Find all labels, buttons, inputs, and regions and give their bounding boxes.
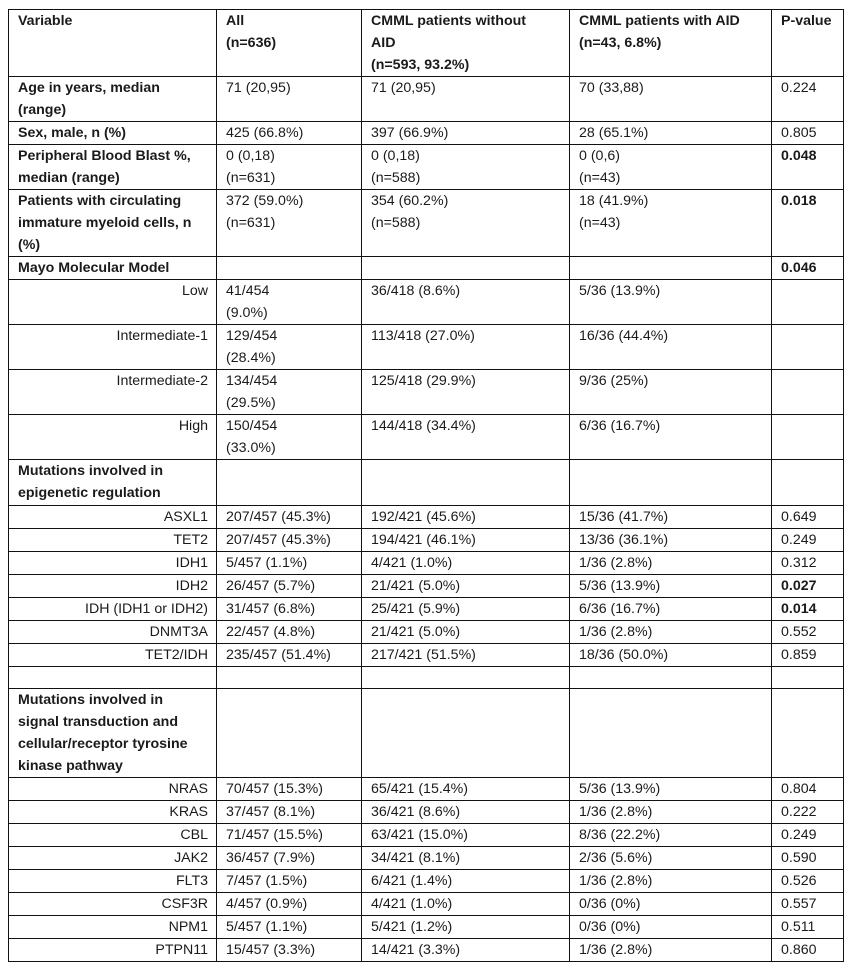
cell-all: 71/457 (15.5%) bbox=[217, 824, 362, 847]
label-line: epigenetic regulation bbox=[18, 485, 161, 501]
cell-with: 28 (65.1%) bbox=[570, 122, 772, 145]
cell-all: 5/457 (1.1%) bbox=[217, 552, 362, 575]
cell-pvalue: 0.224 bbox=[772, 77, 844, 122]
label-line: Mutations involved in bbox=[18, 463, 164, 479]
blank-cell bbox=[9, 667, 217, 689]
row-label: CSF3R bbox=[9, 893, 217, 916]
header-without-line: CMML patients without bbox=[371, 13, 526, 29]
cell-pvalue: 0.312 bbox=[772, 552, 844, 575]
cell-all bbox=[217, 145, 362, 190]
cell-pvalue: 0.859 bbox=[772, 644, 844, 667]
row-label: IDH (IDH1 or IDH2) bbox=[9, 598, 217, 621]
header-with-aid bbox=[570, 10, 772, 77]
blank-cell bbox=[772, 667, 844, 689]
cell-pvalue bbox=[772, 280, 844, 325]
cell-all: 235/457 (51.4%) bbox=[217, 644, 362, 667]
table-row-asxl1 bbox=[9, 506, 844, 529]
cell-pvalue: 0.552 bbox=[772, 621, 844, 644]
cell-all: 15/457 (3.3%) bbox=[217, 939, 362, 962]
label-line: immature myeloid cells, n bbox=[18, 215, 192, 231]
cell-pvalue bbox=[772, 370, 844, 415]
cell-all bbox=[217, 325, 362, 370]
table-row-idh2 bbox=[9, 575, 844, 598]
header-all-line: All bbox=[226, 13, 245, 29]
cell-with: 1/36 (2.8%) bbox=[570, 552, 772, 575]
cell-pvalue: 0.511 bbox=[772, 916, 844, 939]
cell-all: 71 (20,95) bbox=[217, 77, 362, 122]
cell-with: 0/36 (0%) bbox=[570, 893, 772, 916]
table-row-cbl bbox=[9, 824, 844, 847]
cell-without: 113/418 (27.0%) bbox=[362, 325, 570, 370]
cell-all bbox=[217, 415, 362, 460]
cell-pvalue: 0.649 bbox=[772, 506, 844, 529]
label-line: Peripheral Blood Blast %, bbox=[18, 148, 191, 164]
cell-all bbox=[217, 190, 362, 257]
table-row-idh1 bbox=[9, 552, 844, 575]
section-title bbox=[9, 460, 217, 506]
row-label: NRAS bbox=[9, 778, 217, 801]
section-title bbox=[9, 689, 217, 778]
cell-without: 4/421 (1.0%) bbox=[362, 552, 570, 575]
cell-line: (n=631) bbox=[226, 170, 276, 186]
cell-without: 34/421 (8.1%) bbox=[362, 847, 570, 870]
cell-without: 21/421 (5.0%) bbox=[362, 621, 570, 644]
row-label: DNMT3A bbox=[9, 621, 217, 644]
cell-pvalue bbox=[772, 460, 844, 506]
row-label: FLT3 bbox=[9, 870, 217, 893]
label-line: Age in years, median bbox=[18, 80, 160, 96]
cell-all: 425 (66.8%) bbox=[217, 122, 362, 145]
table-row-blank bbox=[9, 667, 844, 689]
label-line: kinase pathway bbox=[18, 758, 123, 774]
cell-with: 5/36 (13.9%) bbox=[570, 575, 772, 598]
row-label: TET2/IDH bbox=[9, 644, 217, 667]
header-all-line: (n=636) bbox=[226, 35, 277, 51]
blank-cell bbox=[362, 667, 570, 689]
cell-pvalue: 0.860 bbox=[772, 939, 844, 962]
cell-without: 65/421 (15.4%) bbox=[362, 778, 570, 801]
cell-all: 4/457 (0.9%) bbox=[217, 893, 362, 916]
cell-line: 18 (41.9%) bbox=[579, 193, 649, 209]
row-label: ASXL1 bbox=[9, 506, 217, 529]
cell-pvalue: 0.805 bbox=[772, 122, 844, 145]
cell-with bbox=[570, 145, 772, 190]
cell-all: 26/457 (5.7%) bbox=[217, 575, 362, 598]
section-epigenetic bbox=[9, 460, 844, 506]
cell-pvalue-significant: 0.014 bbox=[772, 598, 844, 621]
cell-pvalue: 0.249 bbox=[772, 824, 844, 847]
cell-with: 8/36 (22.2%) bbox=[570, 824, 772, 847]
cell-without: 36/418 (8.6%) bbox=[362, 280, 570, 325]
table-row-mayo-low bbox=[9, 280, 844, 325]
table-row-csf3r bbox=[9, 893, 844, 916]
row-label: PTPN11 bbox=[9, 939, 217, 962]
cell-pvalue bbox=[772, 325, 844, 370]
cell-with: 2/36 (5.6%) bbox=[570, 847, 772, 870]
row-label: High bbox=[9, 415, 217, 460]
cell-with: 1/36 (2.8%) bbox=[570, 870, 772, 893]
cell-line: 134/454 bbox=[226, 373, 278, 389]
row-label: Mayo Molecular Model bbox=[9, 257, 217, 280]
cell-line: 150/454 bbox=[226, 418, 278, 434]
row-label: Low bbox=[9, 280, 217, 325]
cell-pvalue: 0.222 bbox=[772, 801, 844, 824]
table-row-age bbox=[9, 77, 844, 122]
cell-pvalue: 0.526 bbox=[772, 870, 844, 893]
cell-without: 125/418 (29.9%) bbox=[362, 370, 570, 415]
cell-without bbox=[362, 190, 570, 257]
cell-all: 7/457 (1.5%) bbox=[217, 870, 362, 893]
cell-all bbox=[217, 257, 362, 280]
table-row-tet2-idh bbox=[9, 644, 844, 667]
table-row-kras bbox=[9, 801, 844, 824]
header-without-line: (n=593, 93.2%) bbox=[371, 57, 470, 73]
cell-pvalue-significant: 0.018 bbox=[772, 190, 844, 257]
cell-pvalue bbox=[772, 689, 844, 778]
cell-with: 1/36 (2.8%) bbox=[570, 621, 772, 644]
table-row-idh bbox=[9, 598, 844, 621]
cell-without: 6/421 (1.4%) bbox=[362, 870, 570, 893]
table-row-pb-blast bbox=[9, 145, 844, 190]
cmml-aid-comparison-table bbox=[8, 9, 844, 962]
blank-cell bbox=[217, 667, 362, 689]
table-row-sex bbox=[9, 122, 844, 145]
cell-line: 0 (0,18) bbox=[371, 148, 420, 164]
cell-line: (28.4%) bbox=[226, 350, 276, 366]
label-line: Patients with circulating bbox=[18, 193, 182, 209]
row-label bbox=[9, 190, 217, 257]
cell-with: 9/36 (25%) bbox=[570, 370, 772, 415]
header-row bbox=[9, 10, 844, 77]
cell-line: (33.0%) bbox=[226, 440, 276, 456]
header-all bbox=[217, 10, 362, 77]
cell-without: 14/421 (3.3%) bbox=[362, 939, 570, 962]
cell-with: 5/36 (13.9%) bbox=[570, 280, 772, 325]
cell-all bbox=[217, 460, 362, 506]
header-with-line: (n=43, 6.8%) bbox=[579, 35, 662, 51]
table-row-mayo-int2 bbox=[9, 370, 844, 415]
cell-without bbox=[362, 145, 570, 190]
label-line: Mutations involved in bbox=[18, 692, 164, 708]
cell-without: 192/421 (45.6%) bbox=[362, 506, 570, 529]
cell-pvalue: 0.557 bbox=[772, 893, 844, 916]
cell-all: 70/457 (15.3%) bbox=[217, 778, 362, 801]
table-row-circulating-cells bbox=[9, 190, 844, 257]
cell-with: 18/36 (50.0%) bbox=[570, 644, 772, 667]
row-label: JAK2 bbox=[9, 847, 217, 870]
cell-without: 71 (20,95) bbox=[362, 77, 570, 122]
cell-without bbox=[362, 257, 570, 280]
cell-with bbox=[570, 190, 772, 257]
blank-cell bbox=[570, 667, 772, 689]
row-label: Intermediate-1 bbox=[9, 325, 217, 370]
cell-with: 0/36 (0%) bbox=[570, 916, 772, 939]
cell-line: (n=588) bbox=[371, 215, 421, 231]
cell-with: 6/36 (16.7%) bbox=[570, 415, 772, 460]
cell-pvalue-significant: 0.048 bbox=[772, 145, 844, 190]
header-variable-text: Variable bbox=[18, 13, 73, 29]
cell-without: 25/421 (5.9%) bbox=[362, 598, 570, 621]
cell-line: 0 (0,6) bbox=[579, 148, 621, 164]
cell-with: 1/36 (2.8%) bbox=[570, 801, 772, 824]
cell-pvalue: 0.590 bbox=[772, 847, 844, 870]
row-label bbox=[9, 77, 217, 122]
cell-line: 354 (60.2%) bbox=[371, 193, 449, 209]
cell-line: (n=43) bbox=[579, 215, 621, 231]
cell-without: 21/421 (5.0%) bbox=[362, 575, 570, 598]
header-variable bbox=[9, 10, 217, 77]
cell-all: 5/457 (1.1%) bbox=[217, 916, 362, 939]
cell-all bbox=[217, 280, 362, 325]
cell-without: 397 (66.9%) bbox=[362, 122, 570, 145]
label-line: (range) bbox=[18, 102, 67, 118]
header-with-line: CMML patients with AID bbox=[579, 13, 740, 29]
row-label: Sex, male, n (%) bbox=[9, 122, 217, 145]
cell-with bbox=[570, 460, 772, 506]
table-row-mayo-int1 bbox=[9, 325, 844, 370]
cell-pvalue: 0.804 bbox=[772, 778, 844, 801]
cell-all: 31/457 (6.8%) bbox=[217, 598, 362, 621]
table-row-flt3 bbox=[9, 870, 844, 893]
cell-without: 36/421 (8.6%) bbox=[362, 801, 570, 824]
row-label bbox=[9, 145, 217, 190]
table-row-jak2 bbox=[9, 847, 844, 870]
cell-without: 194/421 (46.1%) bbox=[362, 529, 570, 552]
cell-line: 129/454 bbox=[226, 328, 278, 344]
cell-all: 22/457 (4.8%) bbox=[217, 621, 362, 644]
cell-with: 1/36 (2.8%) bbox=[570, 939, 772, 962]
row-label: CBL bbox=[9, 824, 217, 847]
section-signal-transduction bbox=[9, 689, 844, 778]
header-without-aid bbox=[362, 10, 570, 77]
row-label: NPM1 bbox=[9, 916, 217, 939]
cell-all: 207/457 (45.3%) bbox=[217, 529, 362, 552]
cell-without bbox=[362, 689, 570, 778]
cell-without: 63/421 (15.0%) bbox=[362, 824, 570, 847]
cell-with: 13/36 (36.1%) bbox=[570, 529, 772, 552]
cell-all: 37/457 (8.1%) bbox=[217, 801, 362, 824]
table-row-nras bbox=[9, 778, 844, 801]
cell-all bbox=[217, 689, 362, 778]
label-line: cellular/receptor tyrosine bbox=[18, 736, 188, 752]
table-row-ptpn11 bbox=[9, 939, 844, 962]
cell-line: (n=43) bbox=[579, 170, 621, 186]
table-row-mayo-model bbox=[9, 257, 844, 280]
row-label: IDH2 bbox=[9, 575, 217, 598]
table-row-dnmt3a bbox=[9, 621, 844, 644]
table-row-npm1 bbox=[9, 916, 844, 939]
cell-with: 15/36 (41.7%) bbox=[570, 506, 772, 529]
cell-without: 5/421 (1.2%) bbox=[362, 916, 570, 939]
header-without-line: AID bbox=[371, 35, 396, 51]
cell-with: 16/36 (44.4%) bbox=[570, 325, 772, 370]
row-label: TET2 bbox=[9, 529, 217, 552]
cell-with: 5/36 (13.9%) bbox=[570, 778, 772, 801]
label-line: signal transduction and bbox=[18, 714, 179, 730]
table-row-tet2 bbox=[9, 529, 844, 552]
cell-all bbox=[217, 370, 362, 415]
cell-line: 0 (0,18) bbox=[226, 148, 275, 164]
cell-line: (29.5%) bbox=[226, 395, 276, 411]
row-label: KRAS bbox=[9, 801, 217, 824]
cell-line: 372 (59.0%) bbox=[226, 193, 304, 209]
cell-without bbox=[362, 460, 570, 506]
cell-with: 70 (33,88) bbox=[570, 77, 772, 122]
row-label: IDH1 bbox=[9, 552, 217, 575]
label-line: (%) bbox=[18, 237, 41, 253]
cell-line: 41/454 bbox=[226, 283, 270, 299]
cell-line: (n=631) bbox=[226, 215, 276, 231]
cell-pvalue bbox=[772, 415, 844, 460]
header-pvalue bbox=[772, 10, 844, 77]
cell-with bbox=[570, 689, 772, 778]
cell-line: (9.0%) bbox=[226, 305, 268, 321]
header-pvalue-text: P-value bbox=[781, 13, 832, 29]
table-row-mayo-high bbox=[9, 415, 844, 460]
cell-all: 207/457 (45.3%) bbox=[217, 506, 362, 529]
cell-pvalue: 0.249 bbox=[772, 529, 844, 552]
cell-line: (n=588) bbox=[371, 170, 421, 186]
cell-without: 144/418 (34.4%) bbox=[362, 415, 570, 460]
cell-without: 4/421 (1.0%) bbox=[362, 893, 570, 916]
cell-pvalue-significant: 0.027 bbox=[772, 575, 844, 598]
cell-pvalue-significant: 0.046 bbox=[772, 257, 844, 280]
cell-with bbox=[570, 257, 772, 280]
row-label: Intermediate-2 bbox=[9, 370, 217, 415]
cell-without: 217/421 (51.5%) bbox=[362, 644, 570, 667]
cell-all: 36/457 (7.9%) bbox=[217, 847, 362, 870]
label-line: median (range) bbox=[18, 170, 120, 186]
cell-with: 6/36 (16.7%) bbox=[570, 598, 772, 621]
